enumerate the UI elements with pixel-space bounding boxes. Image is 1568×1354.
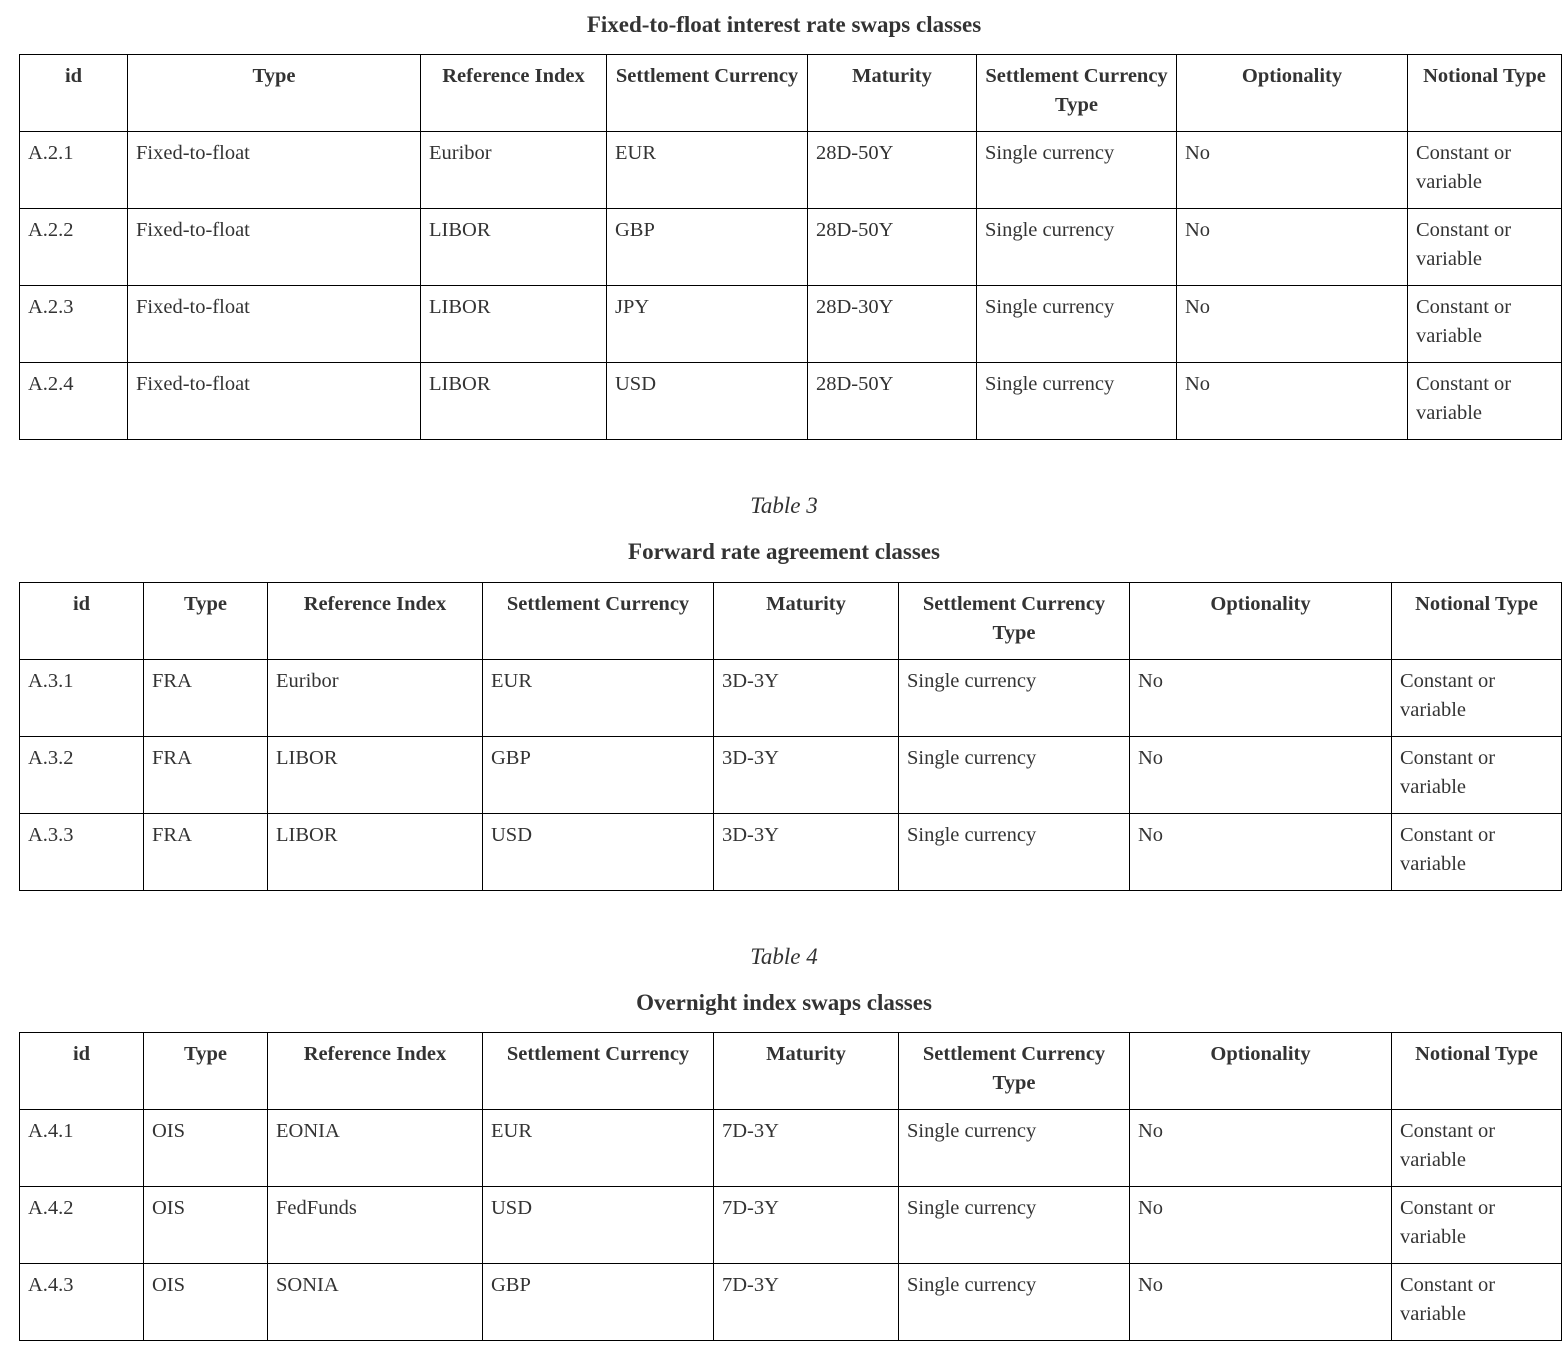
- table-3-title: Forward rate agreement classes: [628, 539, 940, 564]
- table-row: [20, 814, 1562, 891]
- column-header: Settlement Currency: [483, 583, 714, 660]
- column-header: Maturity: [808, 55, 977, 132]
- column-header: Notional Type: [1408, 55, 1562, 132]
- table-row: [20, 1187, 1562, 1264]
- table-4-section: [0, 943, 1568, 1017]
- column-header: Reference Index: [268, 583, 483, 660]
- table-cell: 3D-3Y: [714, 737, 899, 814]
- table-cell: Constant or variable: [1392, 1187, 1562, 1264]
- table-cell: No: [1130, 814, 1392, 891]
- table-cell: 7D-3Y: [714, 1264, 899, 1341]
- table-cell: Euribor: [268, 660, 483, 737]
- table-cell: EUR: [607, 132, 808, 209]
- table-2-title: Fixed-to-float interest rate swaps classes: [586, 12, 982, 37]
- table-cell: 3D-3Y: [714, 814, 899, 891]
- table-cell: No: [1177, 363, 1408, 440]
- table-cell: A.4.2: [20, 1187, 144, 1264]
- table-cell: OIS: [144, 1264, 268, 1341]
- column-header: Settlement Currency Type: [899, 1033, 1130, 1110]
- table-cell: No: [1130, 737, 1392, 814]
- table-cell: Single currency: [977, 132, 1177, 209]
- table-cell: Fixed-to-float: [128, 363, 421, 440]
- table-cell: Single currency: [977, 286, 1177, 363]
- table-cell: EUR: [483, 660, 714, 737]
- table-cell: SONIA: [268, 1264, 483, 1341]
- table-2: [19, 54, 1562, 440]
- table-cell: No: [1130, 1264, 1392, 1341]
- table-cell: Single currency: [899, 737, 1130, 814]
- table-cell: OIS: [144, 1187, 268, 1264]
- table-cell: A.2.3: [20, 286, 128, 363]
- table-cell: Constant or variable: [1408, 132, 1562, 209]
- table-cell: 3D-3Y: [714, 660, 899, 737]
- table-3-section: [0, 492, 1568, 566]
- table-cell: A.4.1: [20, 1110, 144, 1187]
- table-cell: A.4.3: [20, 1264, 144, 1341]
- table-header-row: [20, 55, 1562, 132]
- table-cell: Single currency: [977, 209, 1177, 286]
- column-header: Notional Type: [1392, 1033, 1562, 1110]
- table-cell: Fixed-to-float: [128, 132, 421, 209]
- table-cell: No: [1177, 286, 1408, 363]
- table-cell: EUR: [483, 1110, 714, 1187]
- column-header: Maturity: [714, 583, 899, 660]
- table-cell: A.3.1: [20, 660, 144, 737]
- table-row: [20, 1264, 1562, 1341]
- table-cell: No: [1177, 209, 1408, 286]
- column-header: Type: [144, 583, 268, 660]
- table-cell: Constant or variable: [1408, 363, 1562, 440]
- table-cell: Constant or variable: [1392, 1264, 1562, 1341]
- column-header: Notional Type: [1392, 583, 1562, 660]
- table-row: [20, 660, 1562, 737]
- table-cell: Constant or variable: [1408, 286, 1562, 363]
- table-3: [19, 582, 1562, 891]
- column-header: Maturity: [714, 1033, 899, 1110]
- column-header: Settlement Currency: [607, 55, 808, 132]
- column-header: Type: [128, 55, 421, 132]
- table-cell: A.3.2: [20, 737, 144, 814]
- table-cell: Constant or variable: [1392, 737, 1562, 814]
- table-row: [20, 1110, 1562, 1187]
- table-cell: 28D-50Y: [808, 132, 977, 209]
- table-header-row: [20, 1033, 1562, 1110]
- table-cell: Fixed-to-float: [128, 209, 421, 286]
- table-row: [20, 209, 1562, 286]
- table-cell: Single currency: [899, 1110, 1130, 1187]
- table-4: [19, 1032, 1562, 1341]
- column-header: Optionality: [1130, 1033, 1392, 1110]
- table-cell: JPY: [607, 286, 808, 363]
- column-header: Settlement Currency: [483, 1033, 714, 1110]
- table-row: [20, 737, 1562, 814]
- column-header: id: [20, 583, 144, 660]
- table-cell: 7D-3Y: [714, 1110, 899, 1187]
- table-cell: A.3.3: [20, 814, 144, 891]
- table-cell: FRA: [144, 660, 268, 737]
- table-cell: EONIA: [268, 1110, 483, 1187]
- table-row: [20, 286, 1562, 363]
- table-cell: LIBOR: [421, 209, 607, 286]
- table-cell: USD: [607, 363, 808, 440]
- table-4-title: Overnight index swaps classes: [636, 990, 932, 1015]
- table-header-row: [20, 583, 1562, 660]
- table-cell: No: [1130, 1187, 1392, 1264]
- table-cell: A.2.1: [20, 132, 128, 209]
- column-header: Type: [144, 1033, 268, 1110]
- table-3-label: Table 3: [750, 493, 818, 518]
- table-cell: FRA: [144, 814, 268, 891]
- table-cell: Fixed-to-float: [128, 286, 421, 363]
- table-2-section: [0, 11, 1568, 39]
- table-cell: LIBOR: [421, 286, 607, 363]
- table-cell: Single currency: [899, 1187, 1130, 1264]
- table-cell: FedFunds: [268, 1187, 483, 1264]
- table-cell: FRA: [144, 737, 268, 814]
- table-cell: 7D-3Y: [714, 1187, 899, 1264]
- table-cell: GBP: [607, 209, 808, 286]
- table-cell: LIBOR: [268, 737, 483, 814]
- column-header: Optionality: [1130, 583, 1392, 660]
- table-cell: Single currency: [899, 1264, 1130, 1341]
- table-row: [20, 363, 1562, 440]
- column-header: id: [20, 1033, 144, 1110]
- table-cell: USD: [483, 814, 714, 891]
- table-cell: Constant or variable: [1392, 1110, 1562, 1187]
- table-cell: 28D-30Y: [808, 286, 977, 363]
- table-cell: GBP: [483, 737, 714, 814]
- column-header: Optionality: [1177, 55, 1408, 132]
- column-header: Reference Index: [268, 1033, 483, 1110]
- table-cell: Constant or variable: [1392, 660, 1562, 737]
- table-cell: Constant or variable: [1408, 209, 1562, 286]
- table-cell: OIS: [144, 1110, 268, 1187]
- table-cell: No: [1177, 132, 1408, 209]
- table-cell: Constant or variable: [1392, 814, 1562, 891]
- table-cell: LIBOR: [421, 363, 607, 440]
- table-cell: No: [1130, 1110, 1392, 1187]
- table-cell: 28D-50Y: [808, 209, 977, 286]
- table-cell: Single currency: [977, 363, 1177, 440]
- table-cell: Single currency: [899, 814, 1130, 891]
- column-header: Settlement Currency Type: [899, 583, 1130, 660]
- table-cell: Euribor: [421, 132, 607, 209]
- column-header: Settlement Currency Type: [977, 55, 1177, 132]
- table-4-label: Table 4: [750, 944, 818, 969]
- table-cell: USD: [483, 1187, 714, 1264]
- column-header: Reference Index: [421, 55, 607, 132]
- table-cell: No: [1130, 660, 1392, 737]
- table-cell: A.2.2: [20, 209, 128, 286]
- table-cell: A.2.4: [20, 363, 128, 440]
- table-cell: 28D-50Y: [808, 363, 977, 440]
- table-row: [20, 132, 1562, 209]
- table-cell: LIBOR: [268, 814, 483, 891]
- column-header: id: [20, 55, 128, 132]
- table-cell: GBP: [483, 1264, 714, 1341]
- table-cell: Single currency: [899, 660, 1130, 737]
